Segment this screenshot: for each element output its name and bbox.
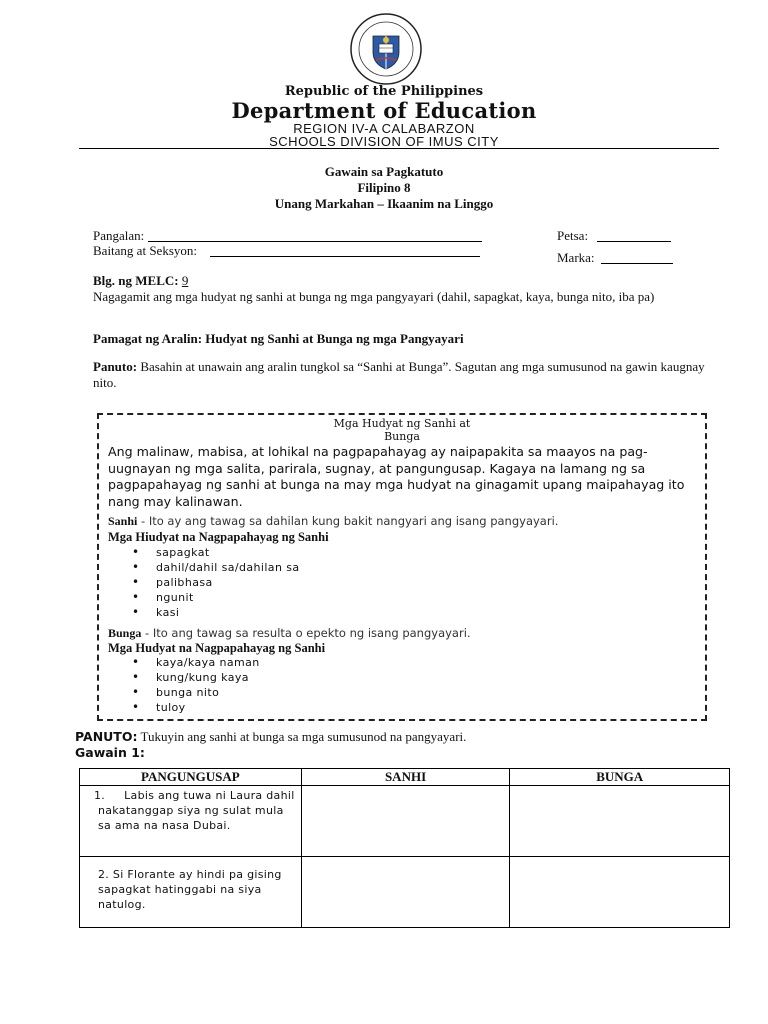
row-number: 1. [94,789,106,802]
melc-label: Blg. ng MELC: [93,273,179,288]
bunga-answer-cell[interactable] [510,786,730,857]
subject-title: Filipino 8 [357,180,411,195]
list-item: • kaya/kaya naman [130,655,530,670]
list-item: • bunga nito [130,685,530,700]
sanhi-def-text: - Ito ay ang tawag sa dahilan kung bakit nangyari ang isang pangyayari. [137,514,559,528]
table-row [80,786,730,857]
gawain-label: Gawain 1: [75,745,145,760]
list-item: • kung/kung kaya [130,670,530,685]
row-text: Labis ang tuwa ni Laura dahil nakatanggap siya ng sulat mula sa ama na nasa Dubai. [98,789,295,832]
list-item: • ngunit [130,590,530,605]
petsa-field[interactable] [597,228,671,242]
sentence-cell [80,857,302,928]
marka-field[interactable] [601,250,673,264]
baitang-field[interactable] [210,243,480,257]
marka-label: Marka: [557,250,595,265]
bunga-def-text: - Ito ang tawag sa resulta o epekto ng isang pangyayari. [141,626,471,640]
division-heading: SCHOOLS DIVISION OF IMUS CITY [269,134,499,149]
bunga-definition [108,626,698,641]
petsa-label: Petsa: [557,228,589,243]
panuto-text: Basahin at unawain ang aralin tungkol sa “Sanhi at Bunga”. Sagutan ang mga sumusunod na gawin kaugnay nito. [93,359,705,390]
sentence-cell [80,786,302,857]
republic-heading: Republic of the Philippines [284,84,484,99]
melc-number: 9 [181,273,189,288]
deped-seal-logo [349,12,423,86]
department-heading: Department of Education [231,98,537,123]
panuto2-label: PANUTO: [75,729,138,744]
activity-table [79,768,730,928]
melc-row [93,273,188,289]
bunga-list [130,655,530,715]
pangalan-label: Pangalan: [93,228,145,243]
table-row [80,857,730,928]
list-item: • kasi [130,605,530,620]
col-pangungusap: PANGUNGUSAP [80,769,302,786]
lesson-title [98,417,706,443]
sanhi-answer-cell[interactable] [301,857,510,928]
bunga-answer-cell[interactable] [510,857,730,928]
aralin-title: Pamagat ng Aralin: Hudyat ng Sanhi at Bunga ng mga Pangyayari [93,331,464,346]
sanhi-answer-cell[interactable] [301,786,510,857]
header-divider [79,148,719,149]
panuto-label: Panuto: [93,359,138,374]
bunga-heading: Mga Hudyat na Nagpapahayag ng Sanhi [108,641,326,655]
list-item: • sapagkat [130,545,530,560]
row-number: 2. [98,868,110,881]
row-text: Si Florante ay hindi pa gising sapagkat hatinggabi na siya natulog. [98,868,282,911]
list-item: • palibhasa [130,575,530,590]
region-heading: REGION IV-A CALABARZON [293,121,475,136]
sanhi-label: Sanhi [108,514,138,528]
quarter-title: Unang Markahan – Ikaanim na Linggo [274,196,494,211]
table-header-row [80,769,730,786]
activity-title: Gawain sa Pagkatuto [324,164,444,179]
sanhi-list [130,545,530,620]
sanhi-heading: Mga Hiudyat na Nagpapahayag ng Sanhi [108,530,329,544]
melc-text: Nagagamit ang mga hudyat ng sanhi at bunga ng mga pangyayari (dahil, sapagkat, kaya, bunga nito, iba pa) [93,289,655,304]
list-item: • dahil/dahil sa/dahilan sa [130,560,530,575]
lesson-title-line2: Bunga [384,430,420,443]
col-sanhi: SANHI [301,769,510,786]
lesson-intro: Ang malinaw, mabisa, at lohikal na pagpapahayag ay naipapakita sa maayos na pag- uugnayan ng mga salita, parirala, sugnay, at pangungusap. Kagaya na lamang ng sa pagpapahayag ng sanhi at bunga na may mga hudyat na ginagamit upang maipahayag ito nang may kalinawan. [108,444,685,509]
panuto2-text: Tukuyin ang sanhi at bunga sa mga sumusunod na pangyayari. [140,729,467,744]
bunga-label: Bunga [108,626,142,640]
col-bunga: BUNGA [510,769,730,786]
panuto-instruction [93,359,717,391]
lesson-title-line1: Mga Hudyat ng Sanhi at [333,417,471,430]
panuto2-instruction [75,729,466,745]
sanhi-definition [108,514,698,529]
baitang-label: Baitang at Seksyon: [93,243,197,258]
pangalan-field[interactable] [148,228,482,242]
list-item: • tuloy [130,700,530,715]
